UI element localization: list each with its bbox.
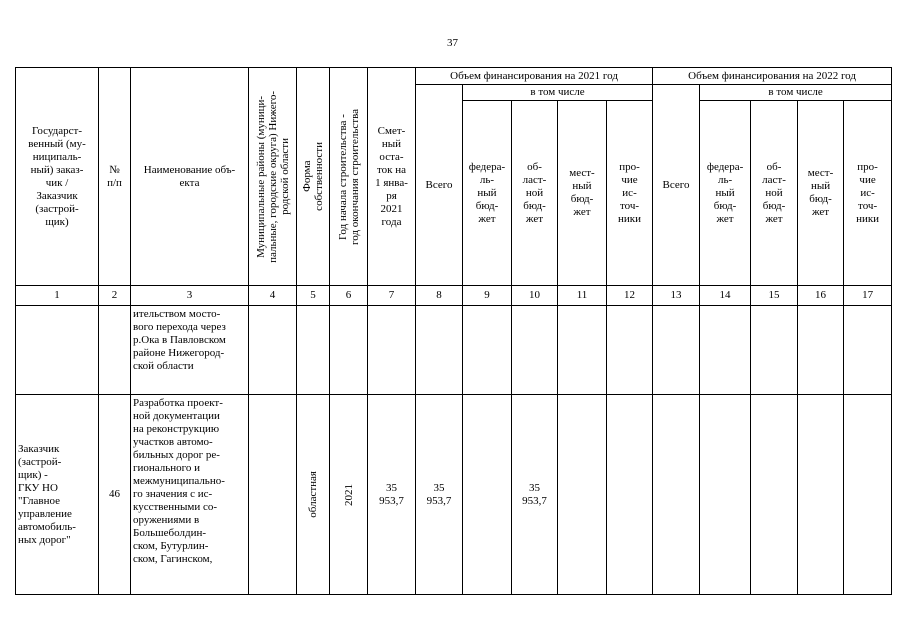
cell-district [249, 395, 297, 595]
header-estimate: Смет- ный оста- ток на 1 янва- ря 2021 года [368, 68, 416, 286]
header-federal-2022: федера- ль- ный бюд- жет [700, 101, 751, 286]
header-total-2021: Всего [416, 85, 463, 286]
cell-local-2021 [558, 306, 607, 395]
cell-total-2021: 35 953,7 [416, 395, 463, 595]
cell-district [249, 306, 297, 395]
cell-regional-2022 [751, 395, 798, 595]
cell-ownership [297, 306, 330, 395]
header-financing-2021: Объем финансирования на 2021 год [416, 68, 653, 85]
cell-total-2022 [653, 306, 700, 395]
cell-total-2022 [653, 395, 700, 595]
cell-regional-2022 [751, 306, 798, 395]
cell-federal-2022 [700, 395, 751, 595]
cell-other-2021 [607, 395, 653, 595]
table-row [16, 395, 892, 595]
header-regional-2021: об- ласт- ной бюд- жет [512, 101, 558, 286]
header-local-2022: мест- ный бюд- жет [798, 101, 844, 286]
cell-ownership: областная [297, 395, 330, 595]
header-ownership: Форма собственности [297, 68, 330, 286]
column-number: 5 [297, 286, 330, 306]
header-number: № п/п [99, 68, 131, 286]
column-number: 11 [558, 286, 607, 306]
header-including-2021: в том числе [463, 85, 653, 101]
column-number: 15 [751, 286, 798, 306]
cell-federal-2022 [700, 306, 751, 395]
cell-years: 2021 [330, 395, 368, 595]
column-number: 2 [99, 286, 131, 306]
header-object-name: Наименование объ- екта [131, 68, 249, 286]
column-number: 4 [249, 286, 297, 306]
column-number: 7 [368, 286, 416, 306]
column-numbers-row [16, 286, 892, 306]
table-row [16, 306, 892, 395]
column-number: 3 [131, 286, 249, 306]
cell-other-2022 [844, 306, 892, 395]
header-customer: Государст- венный (му- ниципаль- ный) заказ- чик / Заказчик (застрой- щик) [16, 68, 99, 286]
cell-object: ительством мосто- вого перехода через р.Ока в Павловском районе Нижегород- ской области [131, 306, 249, 395]
cell-customer: Заказчик (застрой- щик) - ГКУ НО "Главное управление автомобиль- ных дорог" [16, 395, 99, 595]
cell-federal-2021 [463, 395, 512, 595]
column-number: 12 [607, 286, 653, 306]
page-number: 37 [447, 37, 458, 49]
header-other-2021: про- чие ис- точ- ники [607, 101, 653, 286]
cell-other-2022 [844, 395, 892, 595]
column-number: 9 [463, 286, 512, 306]
column-number: 13 [653, 286, 700, 306]
cell-local-2022 [798, 306, 844, 395]
cell-local-2021 [558, 395, 607, 595]
header-regional-2022: об- ласт- ной бюд- жет [751, 101, 798, 286]
cell-federal-2021 [463, 306, 512, 395]
column-number: 6 [330, 286, 368, 306]
column-number: 8 [416, 286, 463, 306]
column-number: 10 [512, 286, 558, 306]
header-including-2022: в том числе [700, 85, 892, 101]
column-number: 16 [798, 286, 844, 306]
financing-table [15, 67, 892, 595]
cell-estimate [368, 306, 416, 395]
header-years: Год начала строительства - год окончания строительства [330, 68, 368, 286]
cell-regional-2021: 35 953,7 [512, 395, 558, 595]
cell-regional-2021 [512, 306, 558, 395]
header-federal-2021: федера- ль- ный бюд- жет [463, 101, 512, 286]
header-total-2022: Всего [653, 85, 700, 286]
cell-other-2021 [607, 306, 653, 395]
cell-object: Разработка проект- ной документации на реконструкцию участков автомо- бильных дорог ре- гионального и межмуниципально- го значения с ис- кусственными со- оружениями в Большеболдин- ском, Бутурлин- ском, Гагинском, [131, 395, 249, 595]
header-other-2022: про- чие ис- точ- ники [844, 101, 892, 286]
column-number: 1 [16, 286, 99, 306]
cell-estimate: 35 953,7 [368, 395, 416, 595]
header-financing-2022: Объем финансирования на 2022 год [653, 68, 892, 85]
cell-customer [16, 306, 99, 395]
cell-years [330, 306, 368, 395]
column-number: 17 [844, 286, 892, 306]
header-local-2021: мест- ный бюд- жет [558, 101, 607, 286]
cell-number [99, 306, 131, 395]
cell-total-2021 [416, 306, 463, 395]
header-districts: Муниципальные районы (муници- пальные, городские округа) Нижего- родской области [249, 68, 297, 286]
column-number: 14 [700, 286, 751, 306]
cell-local-2022 [798, 395, 844, 595]
cell-number: 46 [99, 395, 131, 595]
